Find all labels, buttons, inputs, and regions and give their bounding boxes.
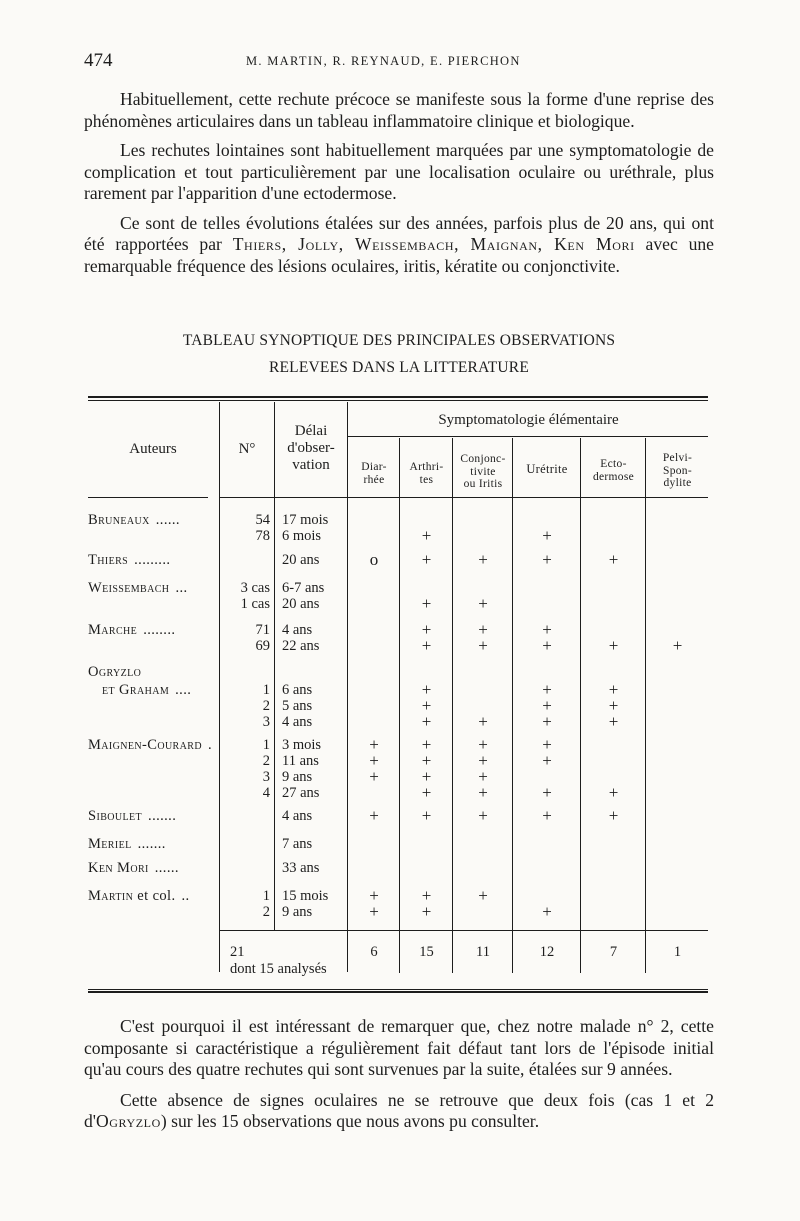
- total-pelvi-spondylite: 1: [673, 944, 682, 960]
- case-number: 54: [255, 512, 270, 528]
- outro-p2-author: Ogryzlo: [95, 1111, 161, 1131]
- observation-delay: 11 ans: [282, 753, 319, 769]
- observation-delay: 5 ans: [282, 698, 313, 714]
- symptom-arth: +: [421, 902, 432, 921]
- page-number: 474: [84, 50, 113, 71]
- observation-delay: 4 ans: [282, 714, 313, 730]
- leader-dots: ......: [154, 860, 179, 876]
- symptom-ure: +: [542, 550, 552, 569]
- leader-dots: .: [207, 737, 212, 753]
- header-conjonctivite-line-3: ou Iritis: [463, 478, 503, 490]
- symptom-arth: +: [421, 680, 432, 699]
- intro-paragraph-1: Habituellement, cette rechute précoce se manifeste sous la forme d'une reprise des phénomènes articulaires dans un tableau inflammatoire clinique et biologique.: [84, 89, 714, 131]
- col-divider-symptoms: [347, 402, 348, 972]
- case-number: 1: [262, 888, 270, 904]
- header-bottom-rule-1: [88, 497, 208, 498]
- symptom-conj: +: [478, 550, 488, 569]
- table-top-rule-thick: [88, 396, 708, 398]
- table-top-rule-thin: [88, 400, 708, 401]
- header-arthrites-line-1: Arthri-: [409, 461, 444, 473]
- author-name: [88, 808, 176, 825]
- observation-delay: 20 ans: [282, 552, 320, 568]
- symptom-arth: +: [421, 767, 432, 786]
- author-name: [88, 552, 170, 569]
- col-divider-arth: [399, 438, 400, 973]
- author-label: Maignen-Courard: [88, 737, 202, 753]
- symptom-arth: +: [421, 696, 432, 715]
- observation-delay: 6-7 ans: [282, 580, 325, 596]
- observation-delay: 27 ans: [282, 785, 320, 801]
- symptom-diar: o: [369, 550, 379, 569]
- observation-delay: 3 mois: [282, 737, 322, 753]
- header-pelvi-spondylite: [647, 452, 708, 490]
- table-title-line-2: RELEVEES DANS LA LITTERATURE: [268, 359, 530, 376]
- header-diarrhee: [349, 461, 399, 486]
- symptom-ure: +: [542, 735, 552, 754]
- outro-p2-start: Cette absence de signes oculaires ne se retrouve que deux fois (cas 1 et 2 d': [84, 1089, 714, 1131]
- observation-delay: 4 ans: [282, 622, 313, 638]
- author-name: [88, 860, 179, 877]
- col-divider-ure: [512, 438, 513, 973]
- author-name: [88, 512, 180, 529]
- col-divider-ecto: [580, 438, 581, 973]
- symptom-ure: +: [542, 783, 552, 802]
- case-number: 4: [262, 785, 270, 801]
- intro-p3-end: avec une remarquable fréquence des lésions oculaires, iritis, kératite ou conjonctivite.: [84, 234, 714, 276]
- leader-dots: ....: [175, 682, 192, 698]
- leader-dots: ........: [143, 622, 176, 638]
- symptom-ure: +: [542, 620, 552, 639]
- header-pelvi-line-3: dylite: [663, 477, 692, 489]
- observation-delay: 22 ans: [282, 638, 320, 654]
- case-number: 1: [262, 682, 270, 698]
- author-label: Marche: [88, 622, 138, 638]
- case-number: 3: [262, 714, 270, 730]
- symptom-conj: +: [478, 594, 488, 613]
- symptom-arth: +: [421, 806, 432, 825]
- header-symptomatologie: Symptomatologie élémentaire: [438, 412, 619, 428]
- header-no: N°: [238, 441, 256, 457]
- running-head: M. MARTIN, R. REYNAUD, E. PIERCHON: [246, 54, 521, 68]
- header-arthrites: [401, 461, 452, 486]
- author-name: [88, 836, 166, 853]
- author-label: Meriel: [88, 836, 132, 852]
- total-arthrites: 15: [419, 944, 434, 960]
- case-number: 3: [262, 769, 270, 785]
- total-uretrite: 12: [539, 944, 555, 960]
- header-uretrite: Urétrite: [526, 462, 568, 476]
- symptom-ure: +: [542, 526, 552, 545]
- leader-dots: ...: [175, 580, 188, 596]
- symptom-diar: +: [369, 751, 379, 770]
- header-auteurs: Auteurs: [129, 441, 177, 457]
- symptom-arth: +: [421, 526, 432, 545]
- col-divider-no: [219, 402, 220, 972]
- symptom-arth: +: [421, 550, 432, 569]
- observation-delay: 9 ans: [282, 769, 313, 785]
- intro-paragraph-2: Les rechutes lointaines sont habituellement marquées par une symptomatologie de complication et tout particulièrement par une localisation oculaire ou uréthrale, plus rarement par l'apparition d'une ectodermose.: [84, 140, 714, 203]
- author-name: [88, 622, 175, 639]
- observation-delay: 6 ans: [282, 682, 313, 698]
- observation-delay: 4 ans: [282, 808, 313, 824]
- author-name: [88, 737, 212, 754]
- symptom-arth: +: [421, 783, 432, 802]
- header-delai: [276, 423, 346, 474]
- case-number: 78: [255, 528, 270, 544]
- author-label: Ogryzlo: [88, 664, 142, 680]
- symptom-conj: +: [478, 735, 488, 754]
- author-label: Martin: [88, 888, 134, 904]
- col-divider-conj: [452, 438, 453, 973]
- case-number: 1 cas: [240, 596, 270, 612]
- symptom-ure: +: [542, 636, 552, 655]
- symptom-ecto: +: [608, 636, 619, 655]
- symptom-conj: +: [478, 783, 488, 802]
- symptom-conj: +: [478, 751, 488, 770]
- symptom-conj: +: [478, 806, 488, 825]
- symptom-ecto: +: [608, 783, 619, 802]
- outro-p2-end: ) sur les 15 observations que nous avons pu consulter.: [160, 1111, 540, 1131]
- author-label: Bruneaux: [88, 512, 150, 528]
- observation-delay: 15 mois: [282, 888, 329, 904]
- symptom-conj: +: [478, 712, 488, 731]
- intro-p3-start: Ce sont de telles évolutions étalées sur des années, parfois plus de 20 ans, qui ont été rapportées par: [84, 212, 714, 254]
- header-pelvi-line-2: Spon-: [663, 464, 692, 477]
- page-header: [84, 50, 714, 74]
- observation-delay: 7 ans: [282, 836, 313, 852]
- intro-paragraph-3: [84, 213, 714, 278]
- author-name-line-2: [102, 682, 191, 699]
- header-arthrites-line-2: tes: [419, 473, 434, 486]
- table-bottom-rule-thick: [88, 991, 708, 993]
- header-diarrhee-line-2: rhée: [363, 473, 385, 486]
- leader-dots: .......: [148, 808, 177, 824]
- symptom-ecto: +: [608, 550, 619, 569]
- author-suffix: et col.: [133, 888, 176, 904]
- total-observations: 21: [230, 944, 245, 960]
- leader-dots: ......: [155, 512, 180, 528]
- symptom-ecto: +: [608, 806, 619, 825]
- header-pelvi-line-1: Pelvi-: [662, 452, 693, 464]
- author-name: [88, 664, 141, 681]
- symptom-arth: +: [421, 735, 432, 754]
- symptom-ure: +: [542, 696, 552, 715]
- col-divider-pelvi: [645, 438, 646, 973]
- symptom-group-rule: [347, 436, 708, 437]
- header-conjonctivite-line-2: tivite: [470, 465, 496, 478]
- outro-text: [84, 1016, 714, 1133]
- symptom-ure: +: [542, 806, 552, 825]
- header-delai-line-1: Délai: [294, 423, 328, 439]
- symptom-conj: +: [478, 620, 488, 639]
- symptom-diar: +: [369, 886, 379, 905]
- observation-delay: 6 mois: [282, 528, 322, 544]
- header-diarrhee-line-1: Diar-: [361, 461, 387, 473]
- symptom-pelvi: +: [672, 636, 683, 655]
- outro-paragraph-2: [84, 1090, 714, 1133]
- case-number: 2: [262, 753, 270, 769]
- total-conjonctivite: 11: [476, 944, 490, 960]
- symptom-arth: +: [421, 751, 432, 770]
- header-conjonctivite-line-1: Conjonc-: [460, 453, 506, 465]
- symptom-diar: +: [369, 767, 379, 786]
- col-divider-delai: [274, 402, 275, 930]
- symptom-ecto: +: [608, 712, 619, 731]
- total-analyses: dont 15 analysés: [230, 961, 327, 977]
- leader-dots: .......: [137, 836, 166, 852]
- intro-text: [84, 89, 714, 277]
- symptom-ure: +: [542, 712, 552, 731]
- case-number: 69: [255, 638, 270, 654]
- author-label: Siboulet: [88, 808, 143, 824]
- symptom-conj: +: [478, 886, 488, 905]
- author-name: [88, 888, 190, 905]
- symptom-arth: +: [421, 712, 432, 731]
- header-conjonctivite: [454, 453, 512, 491]
- totals-rule: [220, 930, 708, 931]
- case-number: 3 cas: [240, 580, 270, 596]
- observation-delay: 9 ans: [282, 904, 313, 920]
- total-diarrhee: 6: [370, 944, 378, 960]
- author-label-2: et Graham: [102, 682, 170, 698]
- observation-delay: 33 ans: [282, 860, 320, 876]
- observation-delay: 17 mois: [282, 512, 329, 528]
- symptom-diar: +: [369, 806, 379, 825]
- header-ectodermose-line-1: Ecto-: [600, 458, 627, 470]
- symptom-ecto: +: [608, 680, 619, 699]
- header-ectodermose: [582, 458, 645, 483]
- author-label: Ken Mori: [88, 860, 149, 876]
- symptom-arth: +: [421, 636, 432, 655]
- symptom-arth: +: [421, 594, 432, 613]
- author-name: [88, 580, 188, 597]
- symptom-arth: +: [421, 886, 432, 905]
- symptom-arth: +: [421, 620, 432, 639]
- leader-dots: .........: [134, 552, 171, 568]
- table-bottom-rule-thin: [88, 989, 708, 990]
- case-number: 2: [262, 904, 270, 920]
- leader-dots: ..: [181, 888, 190, 904]
- symptom-ure: +: [542, 751, 552, 770]
- symptom-conj: +: [478, 767, 488, 786]
- outro-paragraph-1: C'est pourquoi il est intéressant de remarquer que, chez notre malade n° 2, cette composante si caractéristique a régulièrement fait défaut tant lors de l'épisode initial qu'au cours des quatre rechutes qui sont survenues par la suite, étalées sur 9 années.: [84, 1016, 714, 1079]
- symptom-conj: +: [478, 636, 488, 655]
- case-number: 1: [262, 737, 270, 753]
- symptom-ecto: +: [608, 696, 619, 715]
- total-ectodermose: 7: [609, 944, 618, 960]
- symptom-ure: +: [542, 680, 552, 699]
- header-ectodermose-line-2: dermose: [592, 470, 635, 483]
- header-bottom-rule-2: [220, 497, 708, 498]
- observation-delay: 20 ans: [282, 596, 320, 612]
- table-title-line-1: TABLEAU SYNOPTIQUE DES PRINCIPALES OBSERVATIONS: [182, 332, 616, 349]
- author-label: Weissembach: [88, 580, 170, 596]
- case-number: 2: [262, 698, 270, 714]
- symptom-diar: +: [369, 735, 379, 754]
- case-number: 71: [255, 622, 270, 638]
- header-delai-line-2: d'obser-: [287, 440, 335, 456]
- symptom-diar: +: [369, 902, 379, 921]
- author-label: Thiers: [88, 552, 129, 568]
- symptom-ure: +: [542, 902, 552, 921]
- intro-p3-authors: Thiers, Jolly, Weissembach, Maignan, Ken Mori: [232, 234, 635, 254]
- header-delai-line-3: vation: [292, 457, 330, 473]
